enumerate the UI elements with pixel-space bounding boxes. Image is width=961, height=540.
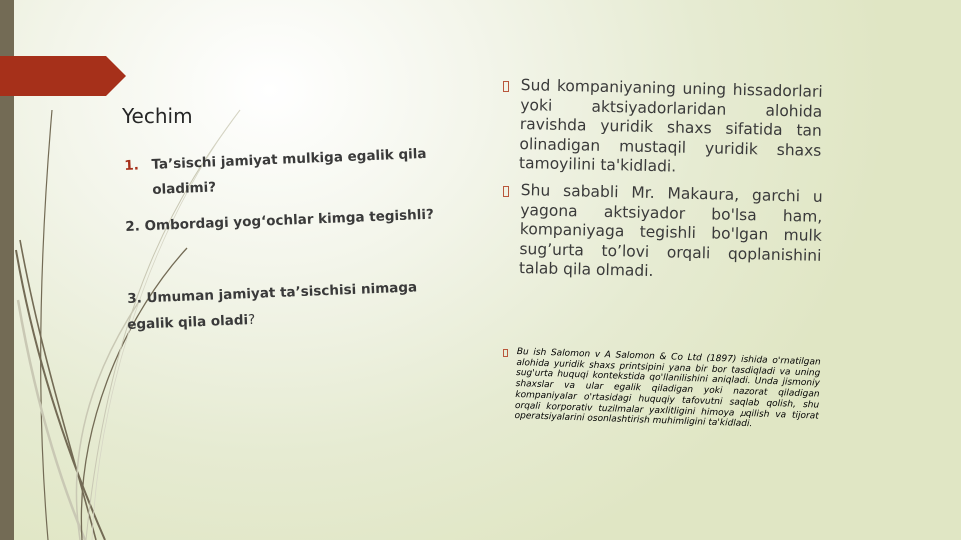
question-2: 2. Ombordagi yog‘ochlar kimga tegishli? (125, 206, 435, 235)
bullet-item-2 (503, 181, 823, 279)
footnote-text: Bu ish Salomon v A Salomon & Co Ltd (1897) ishida o'rnatilgan alohida yuridik shaxs printsipini yana bir bor tasdiqladi va uning sug'urta huquqi kontekstida qo'llanilishini aniqladi. Unda jismoniy shaxslar va ular egalik qiladigan yoki nazorat qiladigan kompaniyalar o'rtasidagi huquqiy tafovutni saqlab qolish, shu orqali korporativ tuzilmalar yaxlitligini himoya ꙡqilish va tijorat operatsiyalarini osonlashtirish muhimligini ta'kidladi. (514, 347, 821, 430)
title-arrow-banner (0, 56, 126, 96)
question-3-line2 (127, 312, 256, 333)
question-3-bold: egalik qila oladi (127, 312, 249, 333)
bullet-box-icon (503, 186, 509, 197)
question-3-line1: 3. Umuman jamiyat ta’sischisi nimaga (127, 279, 418, 307)
bullet-item-1 (503, 76, 823, 174)
footnote (503, 347, 821, 430)
question-1 (124, 146, 427, 174)
question-1-line2: oladimi? (152, 179, 217, 198)
question-3-mark: ? (247, 311, 256, 329)
bullet-1-text: Sud kompaniyaning uning hissadorlari yoki aktsiyadorlaridan alohida ravishda yuridik shaxs sifatida tan olinadigan mustaqil yuridik shaxs tamoyilini ta'kidladi. (518, 76, 823, 176)
bullet-box-icon (503, 81, 509, 92)
bullet-box-icon (503, 349, 508, 357)
bullet-2-text: Shu sababli Mr. Makaura, garchi u yagona aktsiyador bo'lsa ham, kompaniyaga tegishli bo'lgan mulk sug’urta to’lovi orqali qoplanishini talab qila olmadi. (518, 181, 823, 281)
question-1-line1: Ta’sischi jamiyat mulkiga egalik qila (151, 145, 427, 173)
question-1-number: 1. (124, 157, 140, 174)
slide-title: Yechim (122, 104, 193, 128)
